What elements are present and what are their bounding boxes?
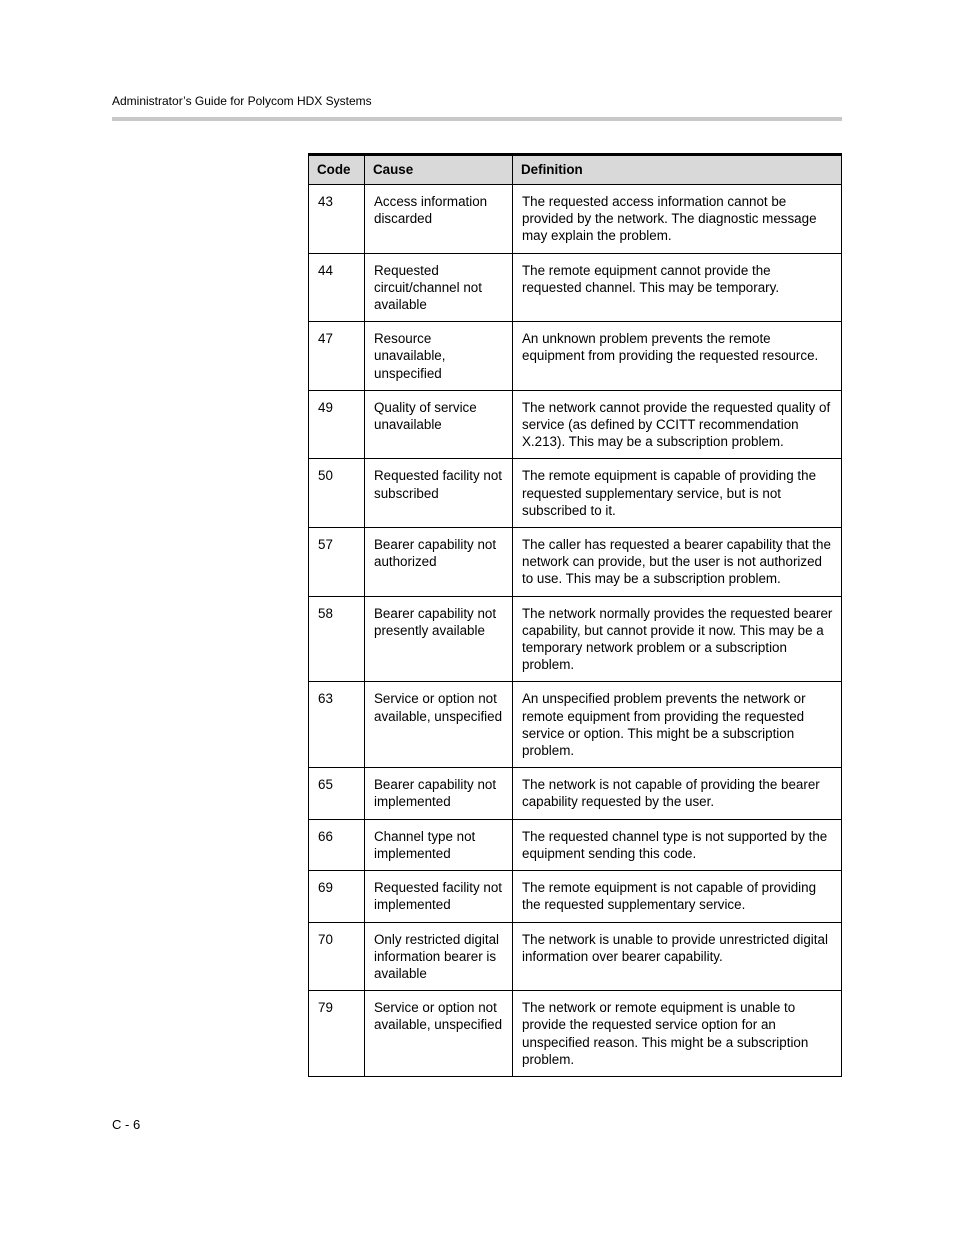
table-row — [309, 991, 842, 1077]
table-row — [309, 819, 842, 870]
column-header-definition: Definition — [513, 155, 842, 185]
column-header-cause: Cause — [365, 155, 513, 185]
cell-cause: Bearer capability not authorized — [365, 528, 513, 597]
cell-cause: Only restricted digital information bearer is available — [365, 922, 513, 991]
cell-code: 65 — [309, 768, 365, 819]
cell-code: 70 — [309, 922, 365, 991]
table-row — [309, 922, 842, 991]
cell-definition: The requested access information cannot be provided by the network. The diagnostic message may explain the problem. — [513, 185, 842, 254]
cell-definition: The network or remote equipment is unable to provide the requested service option for an unspecified reason. This might be a subscription problem. — [513, 991, 842, 1077]
table-row — [309, 459, 842, 528]
cell-cause: Requested circuit/channel not available — [365, 253, 513, 322]
table-row — [309, 322, 842, 391]
cell-definition: The network is unable to provide unrestricted digital information over bearer capability. — [513, 922, 842, 991]
running-header: Administrator’s Guide for Polycom HDX Systems — [112, 94, 372, 108]
cell-code: 58 — [309, 596, 365, 682]
cell-definition: The network normally provides the requested bearer capability, but cannot provide it now. This may be a temporary network problem or a subscription problem. — [513, 596, 842, 682]
cell-cause: Quality of service unavailable — [365, 390, 513, 459]
cell-code: 79 — [309, 991, 365, 1077]
cell-code: 66 — [309, 819, 365, 870]
cell-definition: An unspecified problem prevents the network or remote equipment from providing the requested service or option. This might be a subscription problem. — [513, 682, 842, 768]
cell-cause: Service or option not available, unspecified — [365, 682, 513, 768]
cell-definition: The remote equipment is capable of providing the requested supplementary service, but is not subscribed to it. — [513, 459, 842, 528]
cell-code: 47 — [309, 322, 365, 391]
table-header-row — [309, 155, 842, 185]
table-row — [309, 528, 842, 597]
table-row — [309, 185, 842, 254]
cause-code-table — [308, 153, 842, 1077]
cell-definition: The remote equipment is not capable of providing the requested supplementary service. — [513, 871, 842, 922]
cell-cause: Resource unavailable, unspecified — [365, 322, 513, 391]
cell-code: 43 — [309, 185, 365, 254]
cell-cause: Channel type not implemented — [365, 819, 513, 870]
cell-cause: Access information discarded — [365, 185, 513, 254]
cell-cause: Requested facility not implemented — [365, 871, 513, 922]
header-rule — [112, 117, 842, 121]
cell-definition: An unknown problem prevents the remote equipment from providing the requested resource. — [513, 322, 842, 391]
cell-definition: The requested channel type is not supported by the equipment sending this code. — [513, 819, 842, 870]
cell-definition: The caller has requested a bearer capability that the network can provide, but the user is not authorized to use. This may be a subscription problem. — [513, 528, 842, 597]
table-row — [309, 682, 842, 768]
cell-code: 50 — [309, 459, 365, 528]
table-row — [309, 768, 842, 819]
cell-code: 63 — [309, 682, 365, 768]
cell-cause: Bearer capability not presently available — [365, 596, 513, 682]
cell-code: 57 — [309, 528, 365, 597]
cell-definition: The remote equipment cannot provide the requested channel. This may be temporary. — [513, 253, 842, 322]
cell-cause: Service or option not available, unspecified — [365, 991, 513, 1077]
table-row — [309, 596, 842, 682]
cell-definition: The network cannot provide the requested quality of service (as defined by CCITT recommendation X.213). This may be a subscription problem. — [513, 390, 842, 459]
cell-code: 69 — [309, 871, 365, 922]
cell-definition: The network is not capable of providing the bearer capability requested by the user. — [513, 768, 842, 819]
table-row — [309, 390, 842, 459]
table-row — [309, 871, 842, 922]
cell-code: 44 — [309, 253, 365, 322]
cell-cause: Requested facility not subscribed — [365, 459, 513, 528]
table-body — [309, 185, 842, 1077]
table-row — [309, 253, 842, 322]
cell-cause: Bearer capability not implemented — [365, 768, 513, 819]
column-header-code: Code — [309, 155, 365, 185]
cell-code: 49 — [309, 390, 365, 459]
page-number: C - 6 — [112, 1117, 141, 1132]
